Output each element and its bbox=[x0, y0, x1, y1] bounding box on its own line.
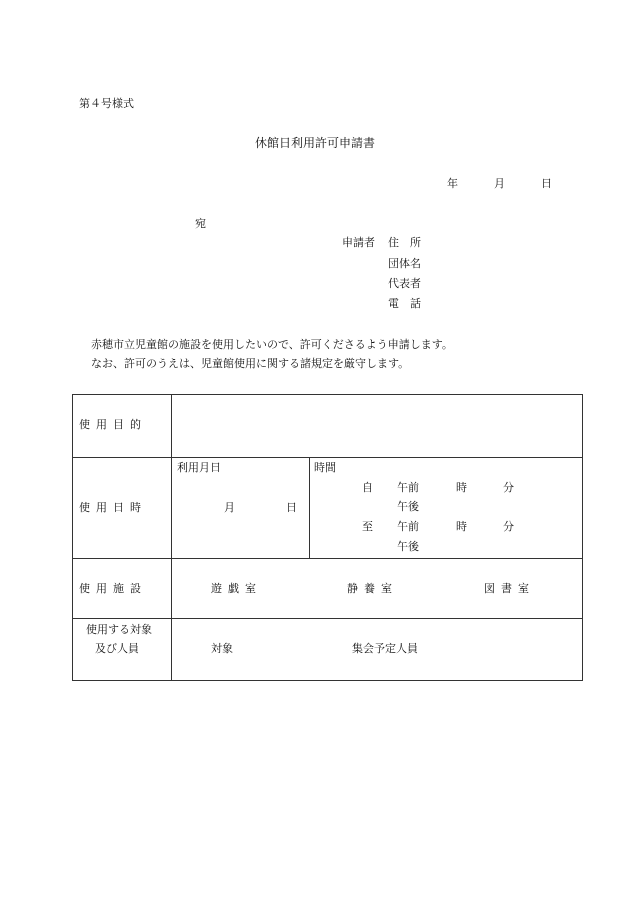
applicant-label: 申請者 bbox=[342, 236, 375, 249]
from-am: 午前 bbox=[397, 481, 419, 494]
table-date-time-divider bbox=[309, 457, 310, 558]
facility-library: 図書室 bbox=[484, 582, 535, 595]
form-title: 休館日利用許可申請書 bbox=[255, 136, 376, 150]
use-month: 月 bbox=[224, 501, 235, 514]
datetime-label: 使用日時 bbox=[79, 501, 147, 514]
time-label: 時間 bbox=[314, 461, 336, 474]
to-am: 午前 bbox=[397, 520, 419, 533]
table-rule-1 bbox=[72, 457, 583, 458]
from-minute: 分 bbox=[503, 481, 514, 494]
date-day: 日 bbox=[541, 177, 552, 190]
table-rule-3 bbox=[72, 618, 583, 619]
from-hour: 時 bbox=[456, 481, 467, 494]
applicant-address: 住 所 bbox=[388, 236, 421, 249]
table-border-left bbox=[72, 394, 73, 681]
use-day: 日 bbox=[286, 501, 297, 514]
target-label-1: 使用する対象 bbox=[86, 623, 152, 636]
use-date-label: 利用月日 bbox=[177, 461, 221, 474]
to-pm: 午後 bbox=[397, 540, 419, 553]
applicant-org: 団体名 bbox=[388, 257, 421, 270]
date-year: 年 bbox=[447, 177, 458, 190]
table-border-top bbox=[72, 394, 583, 395]
body-line-2: なお、許可のうえは、児童館使用に関する諸規定を厳守します。 bbox=[91, 357, 410, 370]
target-field-label: 対象 bbox=[211, 642, 233, 655]
table-label-divider bbox=[171, 394, 172, 681]
applicant-phone: 電 話 bbox=[388, 297, 421, 310]
target-label-2: 及び人員 bbox=[95, 642, 139, 655]
table-border-right bbox=[582, 394, 583, 681]
purpose-label: 使用目的 bbox=[79, 418, 147, 431]
facility-restroom: 静養室 bbox=[347, 582, 398, 595]
from-pm: 午後 bbox=[397, 500, 419, 513]
to-minute: 分 bbox=[503, 520, 514, 533]
to-hour: 時 bbox=[456, 520, 467, 533]
table-rule-2 bbox=[72, 558, 583, 559]
from-label: 自 bbox=[362, 481, 373, 494]
body-line-1: 赤穂市立児童館の施設を使用したいので、許可くださるよう申請します。 bbox=[91, 338, 453, 351]
facility-playroom: 遊戯室 bbox=[211, 582, 262, 595]
table-border-bottom bbox=[72, 680, 583, 681]
form-number: 第４号様式 bbox=[79, 97, 134, 110]
applicant-rep: 代表者 bbox=[388, 277, 421, 290]
attendees-field-label: 集会予定人員 bbox=[352, 642, 418, 655]
facility-label: 使用施設 bbox=[79, 582, 147, 595]
addressee: 宛 bbox=[195, 217, 206, 230]
date-month: 月 bbox=[494, 177, 505, 190]
to-label: 至 bbox=[362, 520, 373, 533]
